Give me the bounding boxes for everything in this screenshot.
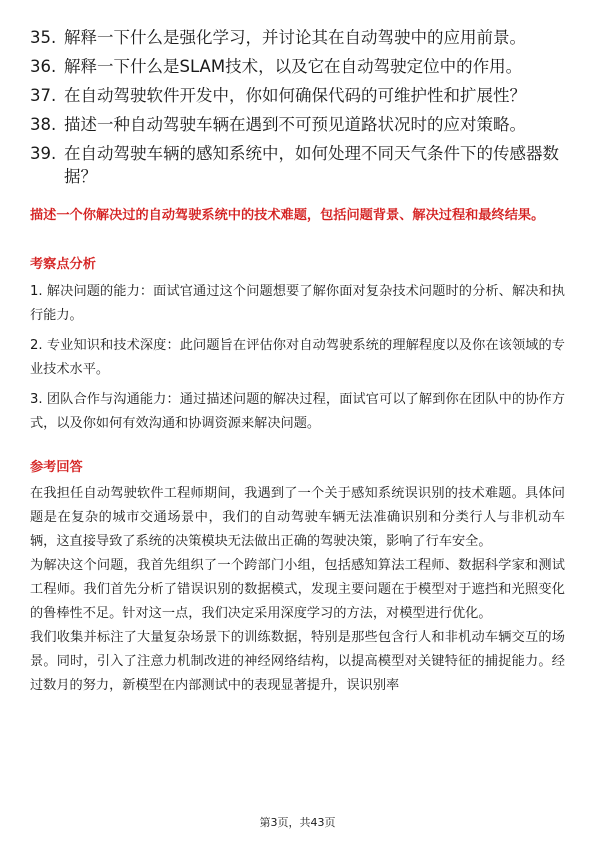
answer-paragraph: 为解决这个问题，我首先组织了一个跨部门小组，包括感知算法工程师、数据科学家和测试工程师。我们首先分析了错误识别的数据模式，发现主要问题在于模型对于遮挡和光照变化的鲁棒性不足。针对这一点，我们决定采用深度学习的方法，对模型进行优化。 bbox=[30, 558, 565, 621]
page-footer: 第3页，共43页 bbox=[259, 816, 336, 829]
analysis-point: 2. 专业知识和技术深度：此问题旨在评估你对自动驾驶系统的理解程度以及你在该领域的专业技术水平。 bbox=[30, 338, 565, 377]
question-number: 36. bbox=[30, 57, 57, 76]
answer-section bbox=[30, 458, 565, 698]
question-text: 描述一种自动驾驶车辆在遇到不可预见道路状况时的应对策略。 bbox=[64, 115, 526, 134]
list-item bbox=[30, 142, 570, 188]
featured-question-title: 描述一个你解决过的自动驾驶系统中的技术难题，包括问题背景、解决过程和最终结果。 bbox=[30, 208, 545, 223]
question-list bbox=[30, 26, 570, 194]
question-number: 35. bbox=[30, 28, 57, 47]
question-text: 在自动驾驶车辆的感知系统中，如何处理不同天气条件下的传感器数据？ bbox=[64, 144, 559, 186]
question-text: 解释一下什么是SLAM技术，以及它在自动驾驶定位中的作用。 bbox=[64, 57, 523, 76]
question-text: 解释一下什么是强化学习，并讨论其在自动驾驶中的应用前景。 bbox=[64, 28, 526, 47]
list-item bbox=[30, 26, 570, 49]
featured-question-section bbox=[30, 205, 565, 226]
answer-paragraph: 我们收集并标注了大量复杂场景下的训练数据，特别是那些包含行人和非机动车辆交互的场景。同时，引入了注意力机制改进的神经网络结构，以提高模型对关键特征的捕捉能力。经过数月的努力，新模型在内部测试中的表现显著提升，误识别率 bbox=[30, 630, 565, 693]
list-item bbox=[30, 84, 570, 107]
answer-heading: 参考回答 bbox=[30, 460, 83, 475]
list-item bbox=[30, 113, 570, 136]
analysis-heading: 考察点分析 bbox=[30, 257, 96, 272]
analysis-point: 1. 解决问题的能力：面试官通过这个问题想要了解你面对复杂技术问题时的分析、解决和执行能力。 bbox=[30, 284, 565, 323]
question-number: 39. bbox=[30, 144, 57, 163]
question-number: 38. bbox=[30, 115, 57, 134]
answer-paragraph: 在我担任自动驾驶软件工程师期间，我遇到了一个关于感知系统误识别的技术难题。具体问题是在复杂的城市交通场景中，我们的自动驾驶车辆无法准确识别和分类行人与非机动车辆，这直接导致了系统的决策模块无法做出正确的驾驶决策，影响了行车安全。 bbox=[30, 486, 565, 549]
question-text: 在自动驾驶软件开发中，你如何确保代码的可维护性和扩展性？ bbox=[64, 86, 526, 105]
analysis-point: 3. 团队合作与沟通能力：通过描述问题的解决过程，面试官可以了解到你在团队中的协作方式，以及你如何有效沟通和协调资源来解决问题。 bbox=[30, 392, 565, 431]
list-item bbox=[30, 55, 570, 78]
question-number: 37. bbox=[30, 86, 57, 105]
analysis-section bbox=[30, 255, 565, 436]
